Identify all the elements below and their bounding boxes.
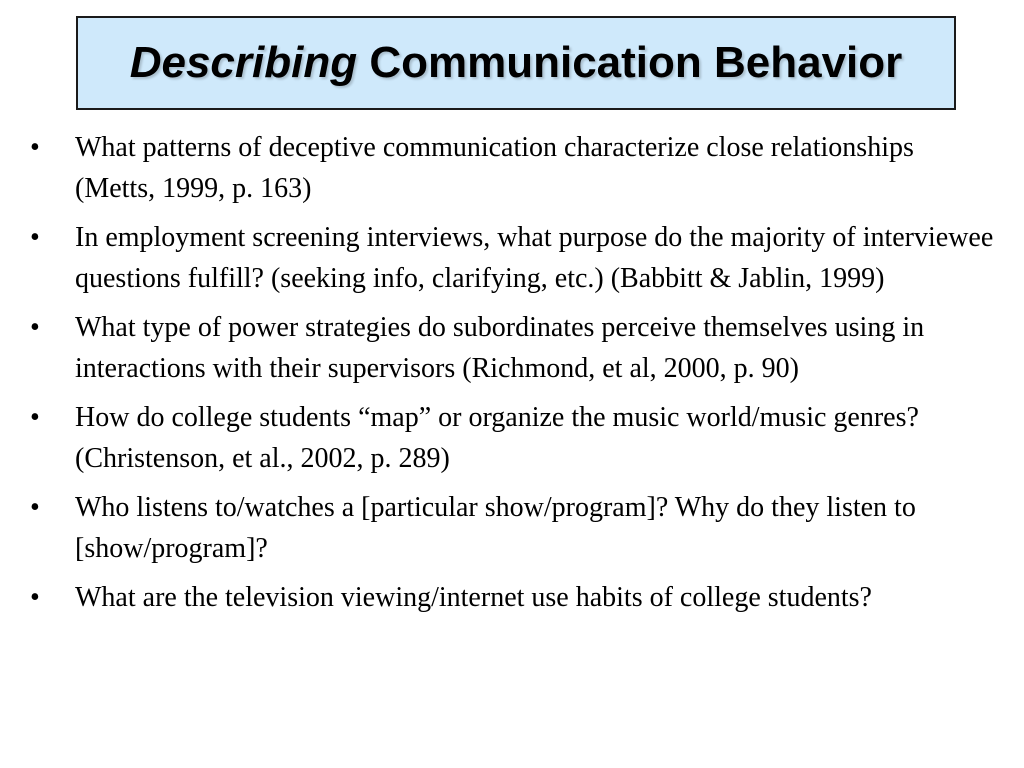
bullet-marker: •: [30, 582, 40, 613]
title-rest: Communication Behavior: [357, 38, 903, 87]
bullet-marker: •: [30, 492, 40, 523]
bullet-text: Who listens to/watches a [particular show/program]? Why do they listen to [show/program]?: [75, 492, 916, 564]
bullet-marker: •: [30, 132, 40, 163]
bullet-item: [30, 218, 995, 299]
bullet-text: In employment screening interviews, what purpose do the majority of interviewee questions fulfill? (seeking info, clarifying, etc.) (Babbitt & Jablin, 1999): [75, 222, 994, 294]
slide-title: [130, 38, 903, 88]
bullet-text: What patterns of deceptive communication characterize close relationships (Metts, 1999, p. 163): [75, 132, 914, 204]
bullet-marker: •: [30, 402, 40, 433]
bullet-item: [30, 398, 995, 479]
bullet-item: [30, 578, 995, 619]
bullet-item: [30, 488, 995, 569]
bullet-marker: •: [30, 312, 40, 343]
bullet-text: What type of power strategies do subordinates perceive themselves using in interactions with their supervisors (Richmond, et al, 2000, p. 90): [75, 312, 925, 384]
bullet-list: [30, 128, 995, 628]
bullet-marker: •: [30, 222, 40, 253]
bullet-text: What are the television viewing/internet use habits of college students?: [75, 582, 872, 613]
bullet-item: [30, 308, 995, 389]
title-box: [76, 16, 956, 110]
bullet-text: How do college students “map” or organize the music world/music genres? (Christenson, et al., 2002, p. 289): [75, 402, 919, 474]
bullet-item: [30, 128, 995, 209]
title-emphasis: Describing: [129, 38, 358, 87]
